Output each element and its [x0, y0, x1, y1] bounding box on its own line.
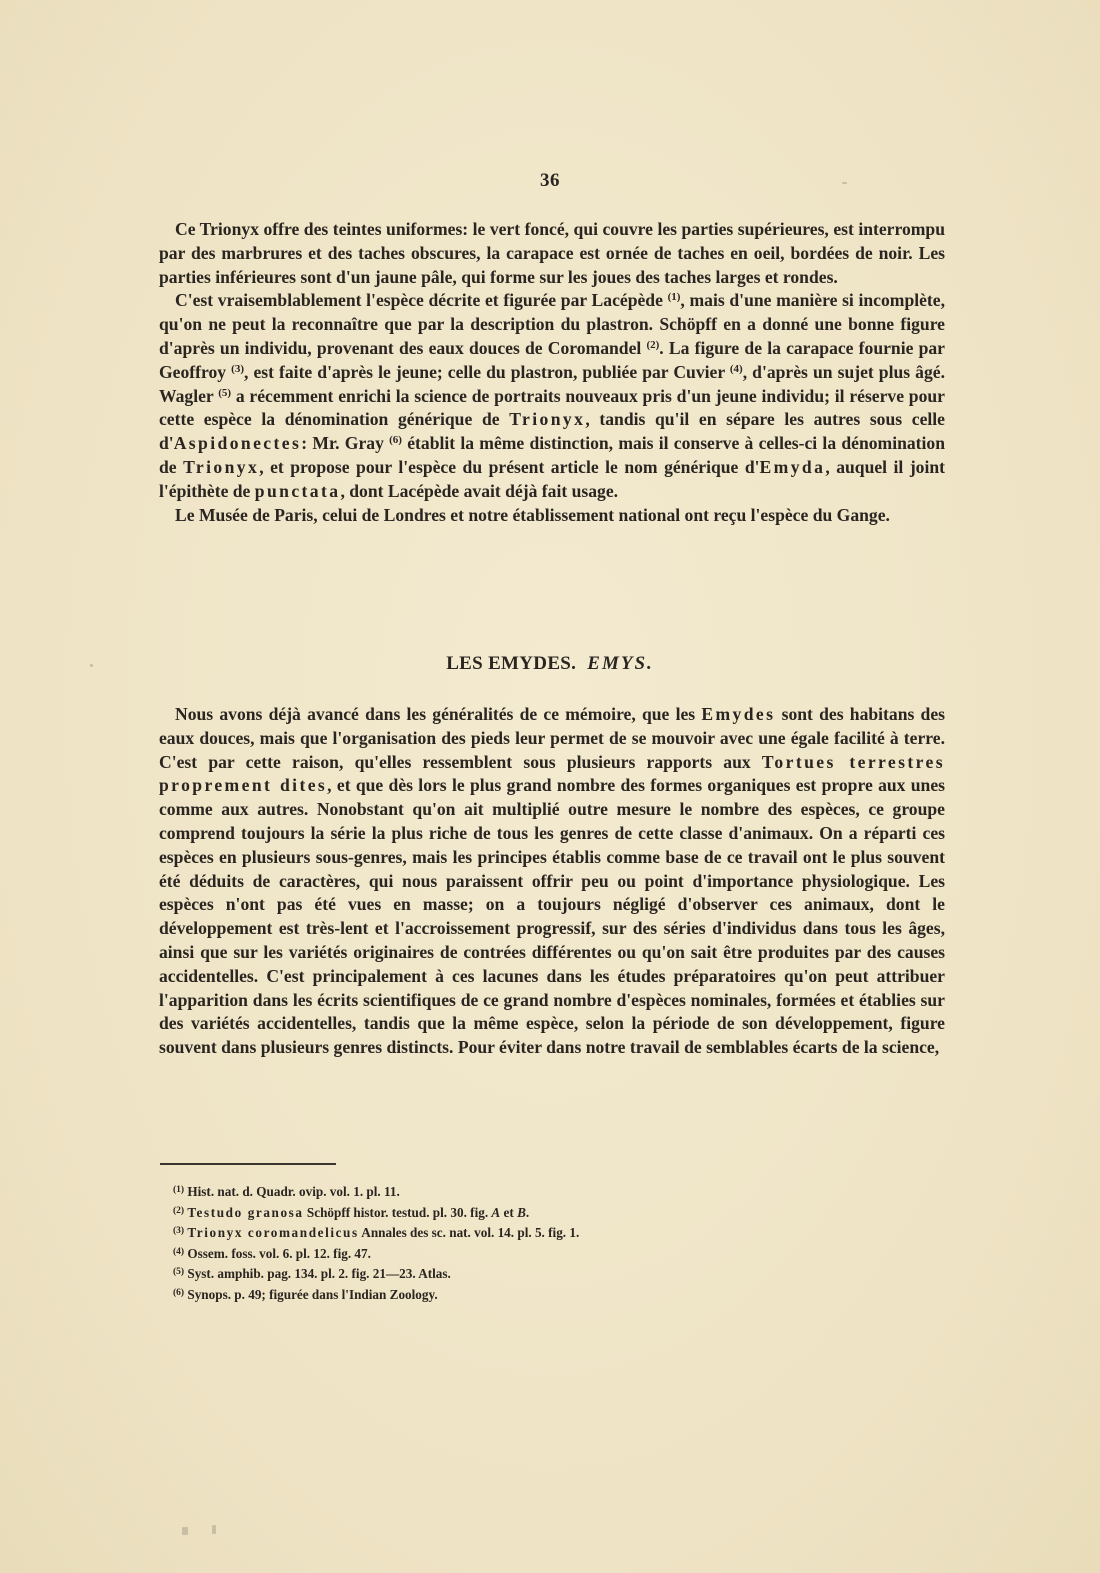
- text-run: établit la même distinction, mais il conserve à celles-ci la dénomination de: [159, 433, 945, 477]
- page-number: 36: [540, 170, 560, 191]
- footnote-line: [173, 1285, 873, 1306]
- section-title: LES EMYDES.: [446, 653, 577, 674]
- footnote-line: [173, 1244, 873, 1265]
- spaced-term: Trionyx: [183, 456, 260, 477]
- footnote-ref: (5): [218, 386, 232, 399]
- text-run: , et que dès lors le plus grand nombre des formes organiques est propre aux unes comme aux autres. Nonobstant qu'on ait multiplié outre mesure le nombre des espèces, ce groupe comprend toujours la série la plus riche de tous les genres de cette classe d'animaux. On a réparti ces espèces en plusieurs sous-genres, mais les principes établis comme base de ce travail ont le plus souvent été déduits de caractères, qui nous paraissent offrir peu ou point d'importance physiologique. Les espèces n'ont pas été vues en masse; on a toujours négligé d'observer ces animaux, dont le développement est très-lent et l'accroissement progressif, sur des séries d'individus dans tous les âges, ainsi que sur les variétés originaires de contrées différentes ou qu'on sait être produites par des causes accidentelles. C'est principalement à ces lacunes dans les études préparatoires qu'on peut attribuer l'apparition dans les écrits scientifiques de ce grand nombre d'espèces nominales, formées et établies sur des variétés accidentelles, tandis que la même espèce, selon la période de son développement, figure souvent dans plusieurs genres distincts. Pour éviter dans notre travail de semblables écarts de la science,: [159, 775, 945, 1058]
- spaced-term: Testudo granosa: [187, 1204, 304, 1220]
- text-run: Le Musée de Paris, celui de Londres et notre établissement national ont reçu l'espèce du Gange.: [175, 504, 890, 525]
- paragraph: [159, 703, 945, 1060]
- paragraph: [159, 218, 945, 289]
- footnote-marker: (5): [173, 1267, 185, 1278]
- page-speck: [212, 1525, 216, 1534]
- footnotes: [173, 1182, 873, 1306]
- footnote-line: [173, 1182, 873, 1203]
- text-run: , tandis qu'il en sépare les autres sous celle d': [159, 409, 945, 454]
- footnote-ref: (3): [231, 362, 244, 375]
- spaced-term: Tortues terrestres proprement dites: [159, 751, 945, 796]
- text-run: et: [500, 1204, 518, 1220]
- body-text-bottom: [159, 703, 945, 1060]
- text-run: a récemment enrichi la science de portraits nouveaux pris d'un jeune individu; il réserve pour cette espèce la dénomination générique de: [159, 385, 945, 430]
- text-run: , et propose pour l'espèce du présent article le nom générique d': [259, 456, 760, 477]
- text-run: Annales des sc. nat. vol. 14. pl. 5. fig. 1.: [358, 1225, 580, 1241]
- text-run: Hist. nat. d. Quadr. ovip. vol. 1. pl. 11.: [187, 1184, 400, 1199]
- footnote-number: [173, 1287, 184, 1302]
- text-run: Syst. amphib. pag. 134. pl. 2. fig. 21—23. Atlas.: [187, 1266, 451, 1282]
- body-text-top: [159, 218, 945, 527]
- footnote-ref: (1): [667, 291, 681, 304]
- text-run: sont des habitans des eaux douces, mais que l'organisation des pieds leur permet de se mouvoir avec une égale facilité à terre. C'est par cette raison, qu'elles ressemblent sous plusieurs rapports aux: [159, 704, 945, 772]
- paragraph: [159, 289, 945, 503]
- spaced-term: Trionyx coromandelicus: [187, 1225, 359, 1241]
- spaced-term: Aspidonectes: [173, 433, 302, 454]
- footnote-divider: [160, 1163, 336, 1165]
- text-run: Schöpff histor. testud. pl. 30. fig.: [303, 1204, 492, 1220]
- text-run: , mais d'une manière si incomplète, qu'on ne peut la reconnaître que par la description du plastron. Schöpff en a donné une bonne figure d'après un individu, provenant des eaux douces de Coromandel: [159, 290, 945, 358]
- footnote-number: [173, 1184, 184, 1199]
- spaced-term: Emydes: [701, 704, 776, 724]
- text-run: , est faite d'après le jeune; celle du plastron, publiée par Cuvier: [243, 361, 730, 382]
- text-run: Synops. p. 49; figurée dans l'Indian Zoology.: [187, 1286, 438, 1302]
- spaced-term: Emyda: [759, 456, 826, 477]
- footnote-ref: (4): [729, 362, 743, 375]
- text-run: : Mr. Gray: [301, 433, 390, 454]
- spaced-term: Trionyx: [509, 409, 586, 430]
- section-heading: [0, 653, 1100, 675]
- text-run: , d'après un sujet plus âgé. Wagler: [159, 361, 945, 406]
- text-run: C'est vraisemblablement l'espèce décrite et figurée par Lacépède: [175, 290, 668, 311]
- footnote-ref: (6): [389, 434, 402, 447]
- footnote-number: [173, 1225, 184, 1240]
- footnote-number: [173, 1246, 184, 1261]
- footnote-marker: (6): [173, 1287, 185, 1298]
- footnote-ref: (2): [646, 338, 660, 351]
- page-speck: [182, 1527, 188, 1535]
- text-run: , auquel il joint l'épithète de: [159, 456, 946, 501]
- page-speck: [90, 664, 93, 667]
- footnote-number: [173, 1205, 184, 1220]
- footnote-marker: (4): [173, 1246, 185, 1257]
- text-run: . La figure de la carapace fournie par Geoffroy: [159, 337, 945, 382]
- spaced-term: punctata: [254, 480, 341, 501]
- text-run: Ossem. foss. vol. 6. pl. 12. fig. 47.: [187, 1245, 371, 1261]
- footnote-marker: (3): [173, 1226, 185, 1237]
- page-speck: [842, 182, 847, 184]
- text-run: .: [525, 1204, 530, 1220]
- footnote-marker: (1): [173, 1185, 185, 1195]
- italic-term: A: [491, 1204, 501, 1220]
- section-genus: EMYS.: [587, 653, 654, 674]
- text-run: Ce Trionyx offre des teintes uniformes: le vert foncé, qui couvre les parties supérieures, est interrompu par des marbrures et des taches obscures, la carapace est ornée de taches en oeil, bordées de noir. Les parties inférieures sont d'un jaune pâle, qui forme sur les joues des taches larges et rondes.: [159, 219, 945, 287]
- text-run: , dont Lacépède avait déjà fait usage.: [340, 480, 619, 501]
- italic-term: B: [517, 1204, 526, 1220]
- footnote-line: [173, 1264, 873, 1285]
- footnote-line: [173, 1223, 873, 1244]
- footnote-number: [173, 1266, 184, 1281]
- text-run: Nous avons déjà avancé dans les généralités de ce mémoire, que les: [175, 704, 702, 724]
- paragraph: [159, 504, 945, 528]
- footnote-line: [173, 1203, 873, 1224]
- footnote-marker: (2): [173, 1205, 185, 1216]
